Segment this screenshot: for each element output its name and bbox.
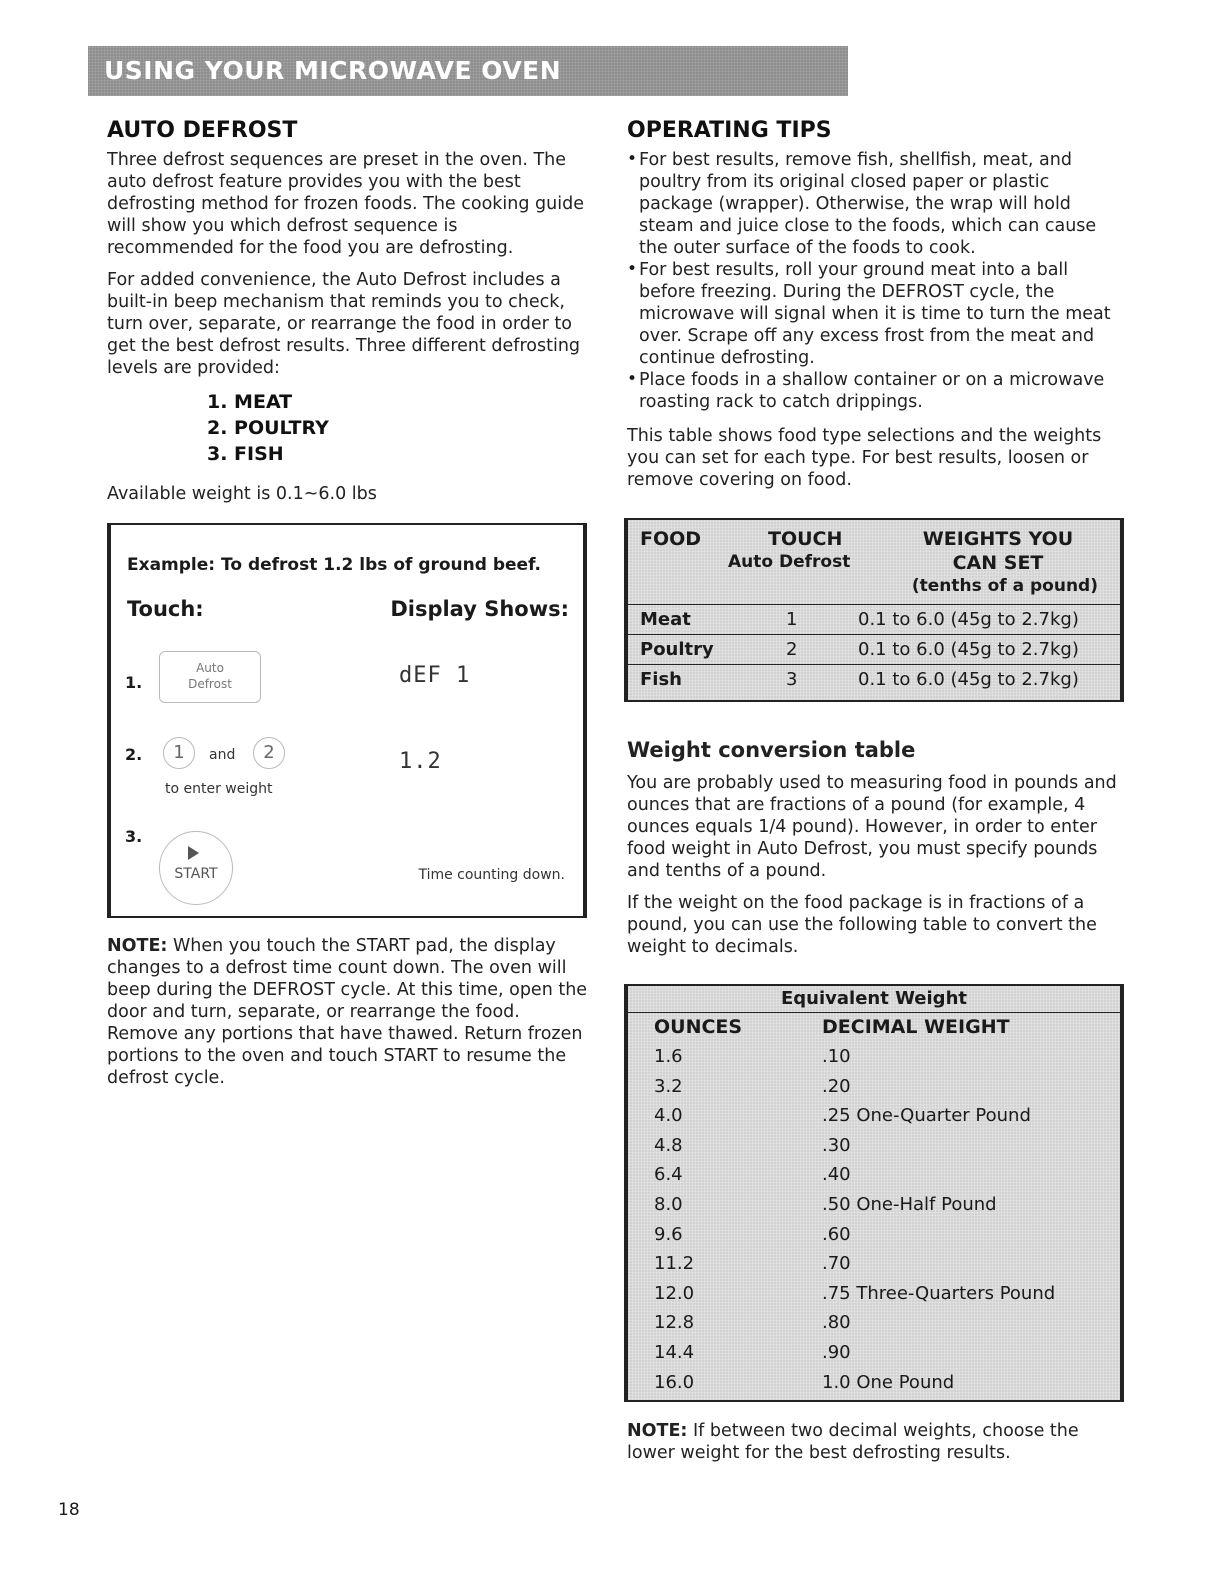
ounces-cell: 3.2 — [654, 1075, 683, 1097]
decimal-cell: .25 One-Quarter Pound — [822, 1105, 1031, 1127]
conversion-table-title: Equivalent Weight — [628, 986, 1120, 1013]
auto-defrost-heading: AUTO DEFROST — [107, 118, 298, 143]
food-cell: Meat — [640, 609, 691, 630]
touch-heading: Touch: — [127, 597, 204, 621]
bullet-icon: • — [627, 259, 638, 279]
defrost-levels-list — [207, 389, 687, 467]
decimal-cell: .90 — [822, 1342, 851, 1363]
tip-text: For best results, remove fish, shellfish, meat, and poultry from its original closed paper or plastic package (wrapper). Otherwise, the wrap will hold steam and juice close to the foods, which can cause the outer surface of the foods to cook. — [639, 150, 1097, 258]
weights-cell: 0.1 to 6.0 (45g to 2.7kg) — [858, 639, 1079, 660]
decimal-cell: .20 — [822, 1075, 851, 1097]
display-step1: dEF 1 — [399, 663, 471, 688]
example-box — [107, 523, 587, 918]
ounces-cell: 16.0 — [654, 1371, 695, 1393]
food-cell: Fish — [640, 669, 682, 690]
ounces-cell: 6.4 — [654, 1164, 683, 1186]
auto-defrost-section — [107, 118, 587, 505]
display-step3: Time counting down. — [418, 867, 565, 883]
decimal-cell: .70 — [822, 1253, 851, 1275]
weights-cell: 0.1 to 6.0 (45g to 2.7kg) — [858, 609, 1079, 630]
table-row — [628, 634, 1120, 665]
key-label-line1: Auto — [196, 661, 224, 675]
display-step2: 1.2 — [399, 749, 442, 774]
weight-conversion-heading: Weight conversion table — [627, 738, 916, 762]
operating-tips-section — [627, 118, 1117, 491]
level-item: 2. POULTRY — [207, 417, 329, 439]
decimal-cell: .60 — [822, 1223, 851, 1245]
table-row — [628, 604, 1120, 635]
decimal-cell: .40 — [822, 1164, 851, 1186]
ounces-cell: 8.0 — [654, 1194, 683, 1215]
bullet-icon: • — [627, 149, 638, 169]
ounces-cell: 11.2 — [654, 1253, 695, 1275]
step3-number: 3. — [125, 827, 143, 846]
table-intro: This table shows food type selections and the weights you can set for each type. For best results, loosen or remove covering on food. — [627, 426, 1102, 490]
display-heading: Display Shows: — [390, 597, 569, 621]
food-cell: Poultry — [640, 639, 714, 660]
decimal-cell: 1.0 One Pound — [822, 1371, 955, 1393]
number-key-2: 2 — [253, 737, 285, 769]
level-item: 3. FISH — [207, 443, 284, 465]
col-header-weights-2: CAN SET — [952, 552, 1044, 574]
touch-cell: 1 — [786, 609, 798, 630]
start-key — [159, 831, 233, 905]
example-title: Example: To defrost 1.2 lbs of ground beef. — [127, 555, 542, 575]
start-label: START — [174, 866, 218, 882]
auto-defrost-para1: Three defrost sequences are preset in the oven. The auto defrost feature provides you with the best defrosting method for frozen foods. The cooking guide will show you which defrost sequence is recommended for the food you are defrosting. — [107, 150, 584, 258]
note-text: If between two decimal weights, choose the lower weight for the best defrosting results. — [627, 1421, 1079, 1463]
decimal-cell: .75 Three-Quarters Pound — [822, 1282, 1056, 1304]
col-header-touch-sub: Auto Defrost — [728, 552, 851, 572]
level-item: 1. MEAT — [207, 391, 293, 413]
weight-conversion-para2: If the weight on the food package is in fractions of a pound, you can use the following table to convert the weight to decimals. — [627, 893, 1097, 957]
ounces-cell: 12.0 — [654, 1282, 695, 1304]
ounces-cell: 12.8 — [654, 1312, 695, 1334]
play-icon — [188, 846, 199, 860]
ounces-cell: 4.8 — [654, 1134, 683, 1156]
tip-item — [627, 259, 1117, 369]
weights-cell: 0.1 to 6.0 (45g to 2.7kg) — [858, 669, 1079, 690]
tips-list — [627, 149, 1117, 413]
col-header-weights-3: (tenths of a pound) — [911, 576, 1098, 596]
key-label-line2: Defrost — [188, 677, 232, 691]
decimal-cell: .80 — [822, 1312, 851, 1334]
note-right — [627, 1420, 1117, 1464]
note-text: When you touch the START pad, the display changes to a defrost time count down. The oven will beep during the DEFROST cycle. At this time, open the door and turn, separate, or rearrange the food. Remove any portions that have thawed. Return frozen portions to the oven and touch START to resume the defrost cycle. — [107, 936, 588, 1088]
page-number: 18 — [58, 1500, 80, 1520]
decimal-cell: .50 One-Half Pound — [822, 1194, 997, 1215]
touch-cell: 3 — [786, 669, 798, 690]
conversion-table — [624, 984, 1124, 1402]
enter-weight-note: to enter weight — [165, 781, 273, 797]
ounces-cell: 1.6 — [654, 1046, 683, 1067]
note-label: NOTE: — [627, 1421, 688, 1441]
tip-item — [627, 149, 1117, 259]
touch-cell: 2 — [786, 639, 798, 660]
ounces-cell: 9.6 — [654, 1223, 683, 1245]
banner-title: USING YOUR MICROWAVE OVEN — [104, 56, 562, 85]
auto-defrost-para2: For added convenience, the Auto Defrost includes a built-in beep mechanism that reminds you to check, turn over, separate, or rearrange the food in order to get the best defrost results. Three different defrosting levels are provided: — [107, 270, 581, 378]
tip-item — [627, 369, 1117, 413]
food-weights-table — [624, 518, 1124, 702]
auto-defrost-key — [159, 651, 261, 703]
number-key-1: 1 — [163, 737, 195, 769]
section-banner — [88, 46, 848, 96]
weight-conversion-para1: You are probably used to measuring food in pounds and ounces that are fractions of a pound (for example, 4 ounces equals 1/4 pound). However, in order to enter food weight in Auto Defrost, you must specify pounds and tenths of a pound. — [627, 773, 1117, 881]
col-header-weights-1: WEIGHTS YOU — [922, 528, 1074, 550]
tip-text: Place foods in a shallow container or on a microwave roasting rack to catch drippings. — [639, 370, 1105, 412]
tip-text: For best results, roll your ground meat into a ball before freezing. During the DEFROST cycle, the microwave will signal when it is time to turn the meat over. Scrape off any excess frost from the meat and continue defrosting. — [639, 260, 1111, 368]
note-left — [107, 935, 595, 1089]
operating-tips-heading: OPERATING TIPS — [627, 118, 832, 143]
decimal-cell: .10 — [822, 1046, 851, 1067]
col-header-ounces: OUNCES — [654, 1016, 743, 1038]
table-row — [628, 664, 1120, 695]
ounces-cell: 14.4 — [654, 1342, 695, 1363]
col-header-decimal: DECIMAL WEIGHT — [822, 1016, 1010, 1038]
col-header-touch: TOUCH — [768, 528, 843, 550]
ounces-cell: 4.0 — [654, 1105, 683, 1127]
step2-number: 2. — [125, 745, 143, 764]
note-label: NOTE: — [107, 936, 168, 956]
available-weight: Available weight is 0.1~6.0 lbs — [107, 484, 377, 504]
weight-conversion-section — [627, 738, 1117, 958]
and-text: and — [209, 747, 236, 763]
decimal-cell: .30 — [822, 1134, 851, 1156]
bullet-icon: • — [627, 369, 638, 389]
step1-number: 1. — [125, 673, 143, 692]
col-header-food: FOOD — [640, 528, 702, 550]
